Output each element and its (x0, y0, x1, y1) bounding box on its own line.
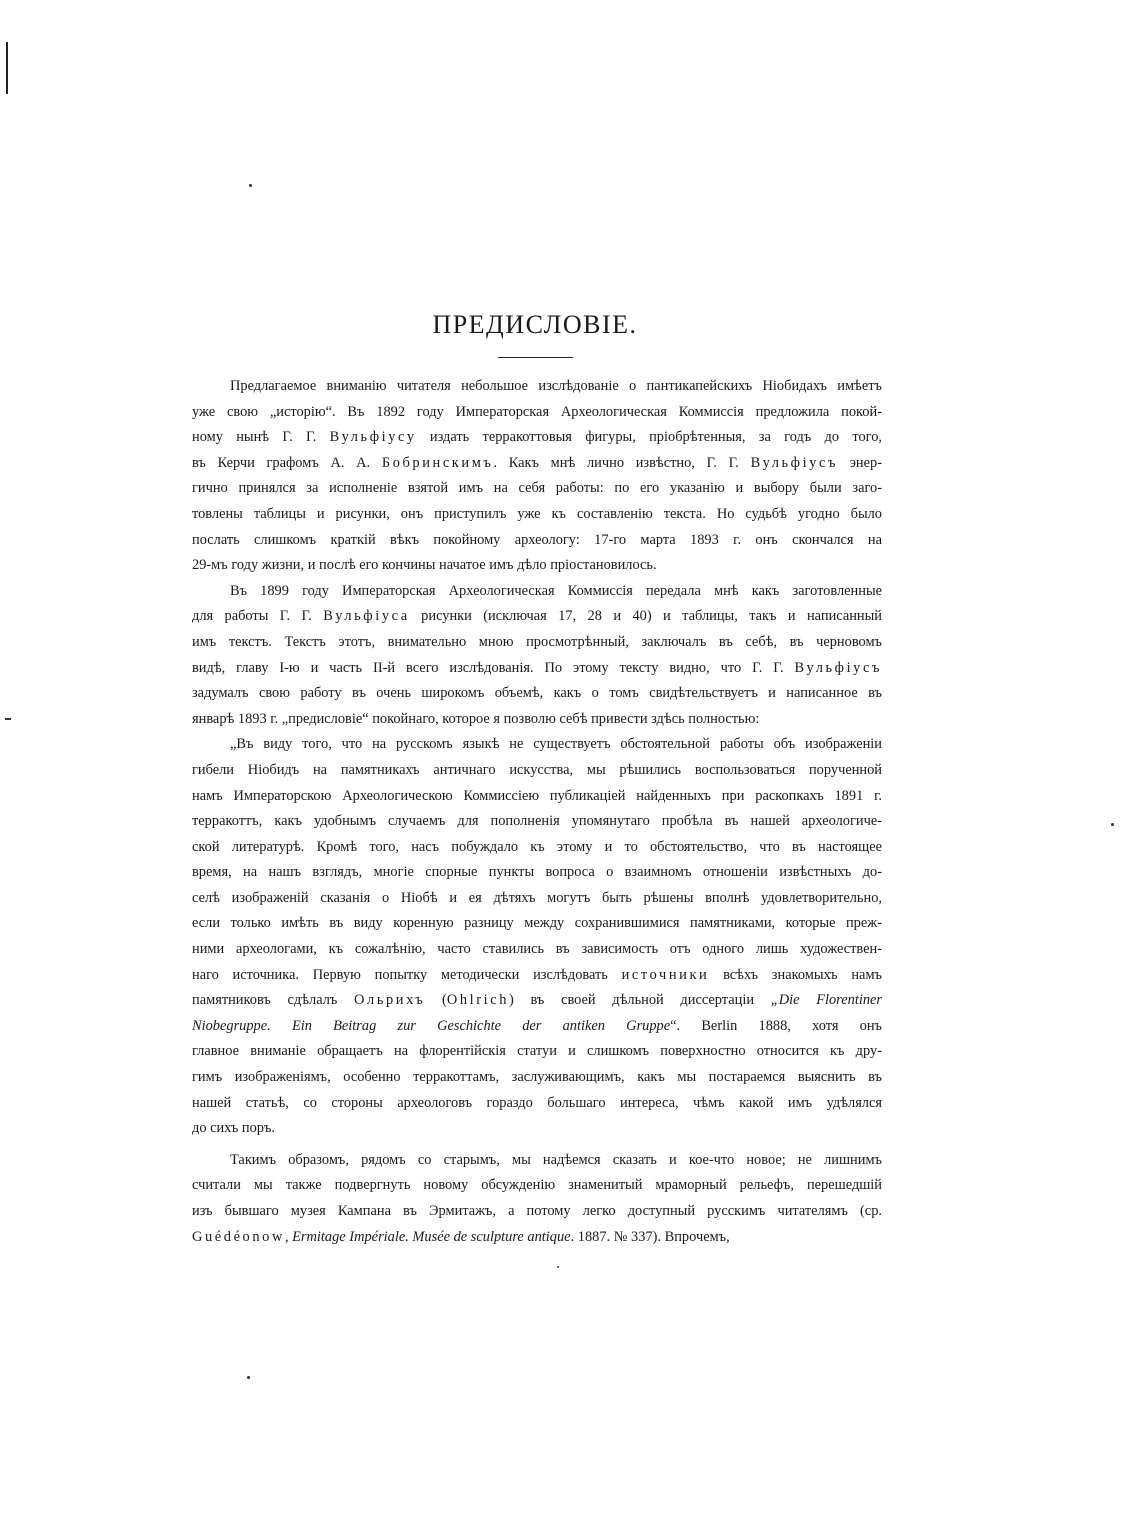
page-title: ПРЕДИСЛОВІЕ. (432, 310, 638, 339)
text-line (192, 784, 882, 810)
text-run: главное вниманіе обращаетъ на флорентійскія статуи и слишкомъ поверхностно относится къ дру- (192, 1043, 882, 1060)
text-run: въ Керчи графомъ А. А. (192, 454, 382, 471)
text-line (192, 937, 882, 963)
text-run: 29-мъ году жизни, и послѣ его кончины начатое имъ дѣло пріостановилось. (192, 557, 657, 574)
text-run: имъ текстъ. Текстъ этотъ, внимательно мною просмотрѣнный, заключалъ въ себѣ, въ черновомъ (192, 633, 882, 650)
text-run: терракоттъ, какъ удобнымъ случаемъ для пополненія упомянутаго пробѣла въ нашей археологиче- (192, 813, 882, 830)
text-line (192, 681, 882, 707)
text-line (192, 886, 882, 912)
text-line (192, 451, 882, 477)
spaced-name: Вульфіусу (329, 429, 417, 446)
text-run: гимъ изображеніямъ, особенно терракоттамъ, заслуживающимъ, какъ мы постараемся выяснить въ (192, 1069, 882, 1086)
text-line (192, 604, 882, 630)
text-run: , (284, 1228, 293, 1245)
text-line (192, 374, 882, 400)
text-line (192, 630, 882, 656)
text-run: до сихъ поръ. (192, 1120, 276, 1137)
text-run: гибели Ніобидъ на памятникахъ античнаго искусства, мы рѣшились воспользоваться порученной (192, 761, 882, 778)
text-run: памятниковъ сдѣлалъ (192, 992, 355, 1009)
italic-title: Niobegruppe. Ein Beitrag zur Geschichte der antiken Gruppe (192, 1017, 671, 1034)
text-run: . Какъ мнѣ лично извѣстно, Г. Г. (493, 454, 751, 471)
text-line (192, 1199, 882, 1225)
text-line (192, 528, 882, 554)
text-run: наго источника. Первую попытку методически изслѣдовать (192, 966, 622, 983)
scan-speck (249, 184, 252, 187)
text-run: товлены таблицы и рисунки, онъ приступилъ уже къ составленію текста. Но судьбѣ угодно было (192, 505, 882, 522)
text-line (192, 963, 882, 989)
text-line (192, 1091, 882, 1117)
scan-speck (247, 1376, 250, 1379)
text-line (192, 1225, 882, 1251)
text-run: считали мы также подвергнуть новому обсужденію знаменитый мраморный рельефъ, перешедшій (192, 1177, 882, 1194)
spaced-name: Guédéonow (192, 1228, 285, 1245)
spaced-name: Бобринскимъ (381, 454, 494, 471)
text-line (192, 400, 882, 426)
text-run: Въ 1899 году Императорская Археологическая Коммиссія передала мнѣ какъ заготовленные (230, 582, 882, 599)
spaced-name: Ohlrich (446, 992, 510, 1009)
text-line (192, 707, 882, 733)
text-run: издать терракоттовыя фигуры, пріобрѣтенныя, за годъ до того, (416, 429, 882, 446)
scan-speck (557, 1266, 559, 1268)
text-run: время, на нашъ взглядъ, многіе спорные пункты вопроса о взаимномъ отношеніи извѣстныхъ до- (192, 864, 882, 881)
text-run: ) въ своей дѣльной диссертаціи (509, 992, 771, 1009)
spaced-name: источники (621, 966, 710, 983)
text-run: ской литературѣ. Кромѣ того, насъ побуждало къ этому и то обстоятельство, что въ настоящее (192, 838, 882, 855)
scan-speck (5, 718, 11, 720)
text-line (192, 476, 882, 502)
spaced-name: Ольрихъ (354, 992, 426, 1009)
text-run: „Въ виду того, что на русскомъ языкѣ не существуетъ обстоятельной работы объ изображеніи (230, 736, 882, 753)
text-run: всѣхъ знакомыхъ намъ (709, 966, 882, 983)
text-run: для работы Г. Г. (192, 608, 324, 625)
text-line (192, 502, 882, 528)
text-run: селѣ изображеній сказанія о Ніобѣ и ея дѣтяхъ могутъ быть рѣшены вполнѣ удовлетворительно, (192, 889, 882, 906)
text-run: ( (425, 992, 447, 1009)
text-line (192, 1039, 882, 1065)
title-rule (498, 357, 573, 358)
text-run: изъ бывшаго музея Кампана въ Эрмитажъ, а потому легко доступный русскимъ читателямъ (ср. (192, 1203, 882, 1219)
text-run: Предлагаемое вниманію читателя небольшое изслѣдованіе о пантикапейскихъ Ніобидахъ имѣетъ (230, 378, 882, 394)
text-run: “. Berlin 1888, хотя онъ (670, 1017, 882, 1034)
text-line (192, 988, 882, 1014)
text-line (192, 656, 882, 682)
italic-title: „Die Florentiner (770, 992, 882, 1009)
text-run: январѣ 1893 г. „предисловіе“ покойнаго, которое я позволю себѣ привести здѣсь полностью: (192, 710, 760, 727)
text-line (192, 1116, 882, 1142)
preface-body (192, 374, 882, 1250)
text-run: гично принялся за исполненіе взятой имъ на себя работы: по его указанію и выбору были заго- (192, 480, 882, 497)
text-run: рисунки (исключая 17, 28 и 40) и таблицы, такъ и написанный (409, 608, 882, 625)
text-line (192, 758, 882, 784)
scan-speck (1111, 823, 1114, 826)
text-run: Такимъ образомъ, рядомъ со старымъ, мы надѣемся сказать и кое-что новое; не лишнимъ (230, 1151, 882, 1168)
text-run: послать слишкомъ краткій вѣкъ покойному археологу: 17-го марта 1893 г. онъ скончался на (192, 531, 882, 548)
text-line (192, 1014, 882, 1040)
text-run: задумалъ свою работу въ очень широкомъ объемѣ, какъ о томъ свидѣтельствуетъ и написанное въ (192, 685, 882, 702)
text-run: . 1887. № 337). Впрочемъ, (570, 1228, 730, 1245)
text-line (192, 860, 882, 886)
text-line (192, 553, 882, 579)
text-line (192, 1148, 882, 1174)
text-line (192, 1173, 882, 1199)
scan-margin-mark (6, 42, 8, 94)
text-run: ному нынѣ Г. Г. (192, 429, 330, 446)
text-line (192, 1065, 882, 1091)
text-run: видѣ, главу I-ю и часть II-й всего изслѣдованія. По этому тексту видно, что Г. Г. (192, 659, 795, 676)
text-run: нашей статьѣ, со стороны археологовъ гораздо большаго интереса, чѣмъ какой имъ удѣлялся (192, 1094, 882, 1111)
text-run: ними археологами, къ сожалѣнію, часто ставились въ зависимость отъ одного лишь художествен- (192, 941, 882, 958)
text-line (192, 809, 882, 835)
text-run: энер- (838, 454, 882, 471)
text-run: намъ Императорскою Археологическою Коммиссіею публикаціей найденныхъ при раскопкахъ 1891 г. (192, 787, 882, 804)
spaced-name: Вульфіуса (323, 608, 410, 625)
italic-title: Ermitage Impériale. Musée de sculpture antique (292, 1228, 571, 1245)
text-line (192, 835, 882, 861)
text-line (192, 579, 882, 605)
spaced-name: Вульфіусъ (750, 454, 839, 471)
spaced-name: Вульфіусъ (794, 659, 882, 676)
text-run: если только имѣть въ виду коренную разницу между сохранившимися памятниками, которые преж- (192, 915, 882, 932)
text-line (192, 425, 882, 451)
text-line (192, 911, 882, 937)
text-run: уже свою „исторію“. Въ 1892 году Императорская Археологическая Коммиссія предложила покой- (192, 403, 882, 420)
text-line (192, 732, 882, 758)
